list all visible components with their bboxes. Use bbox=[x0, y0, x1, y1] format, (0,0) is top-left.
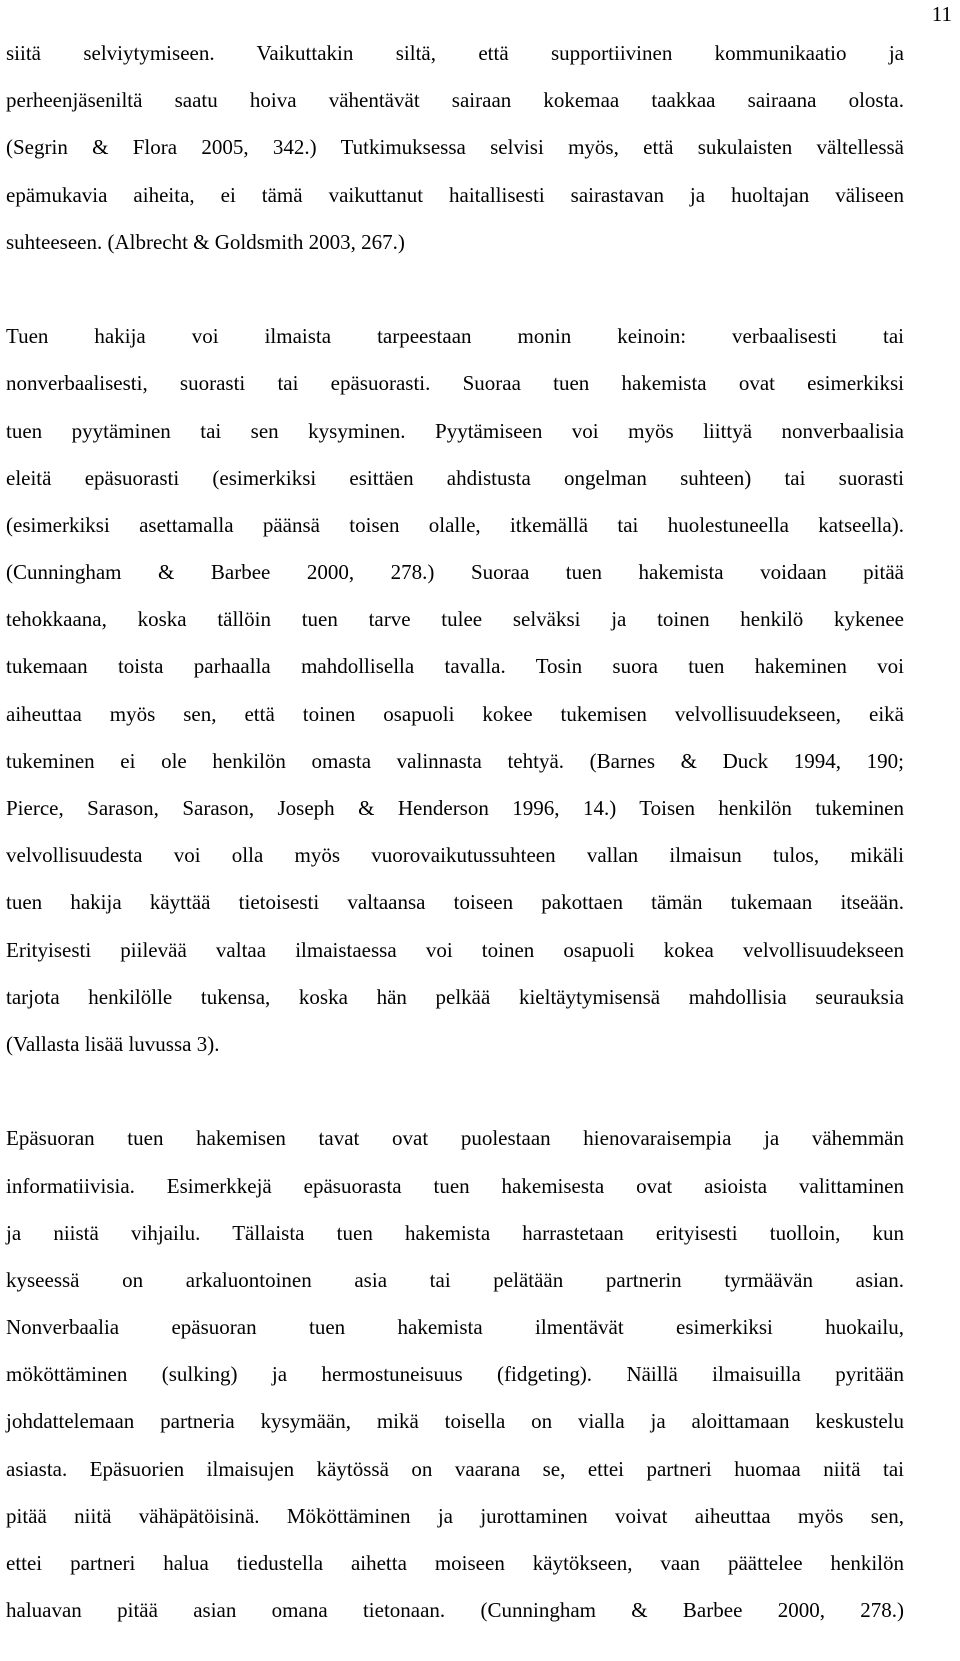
paragraph-2 bbox=[6, 313, 904, 1068]
text-line: Pierce, Sarason, Sarason, Joseph & Henderson 1996, 14.) Toisen henkilön tukeminen bbox=[6, 796, 904, 820]
paragraph-gap bbox=[6, 266, 904, 313]
text-line: Nonverbaalia epäsuoran tuen hakemista ilmentävät esimerkiksi huokailu, bbox=[6, 1315, 904, 1340]
text-line: (Cunningham & Barbee 2000, 278.) Suoraa tuen hakemista voidaan pitää bbox=[6, 560, 904, 585]
text-line: asiasta. Epäsuorien ilmaisujen käytössä on vaarana se, ettei partneri huomaa niitä tai bbox=[6, 1456, 904, 1481]
page-number: 11 bbox=[931, 2, 952, 26]
text-line: nonverbaalisesti, suorasti tai epäsuorasti. Suoraa tuen hakemista ovat esimerkiksi bbox=[6, 371, 904, 396]
text-line: suhteeseen. (Albrecht & Goldsmith 2003, 267.) bbox=[6, 229, 405, 254]
text-line: tarjota henkilölle tukensa, koska hän pelkää kieltäytymisensä mahdollisia seurauksia bbox=[6, 984, 904, 1009]
text-line: johdattelemaan partneria kysymään, mikä toisella on vialla ja aloittamaan keskustelu bbox=[6, 1409, 904, 1434]
text-line: pitää niitä vähäpätöisinä. Mököttäminen ja jurottaminen voivat aiheuttaa myös sen, bbox=[6, 1503, 904, 1528]
text-line: Erityisesti piilevää valtaa ilmaistaessa voi toinen osapuoli kokea velvollisuudekseen bbox=[6, 937, 904, 962]
text-line: velvollisuudesta voi olla myös vuorovaikutussuhteen vallan ilmaisun tulos, mikäli bbox=[6, 843, 904, 868]
text-line: Epäsuoran tuen hakemisen tavat ovat puolestaan hienovaraisempia ja vähemmän bbox=[6, 1126, 904, 1151]
text-line: tehokkaana, koska tällöin tuen tarve tulee selväksi ja toinen henkilö kykenee bbox=[6, 607, 904, 632]
text-line: kyseessä on arkaluontoinen asia tai pelätään partnerin tyrmäävän asian. bbox=[6, 1267, 904, 1292]
text-line: tuen hakija käyttää tietoisesti valtaansa toiseen pakottaen tämän tukemaan itseään. bbox=[6, 890, 904, 915]
text-line: epämukavia aiheita, ei tämä vaikuttanut haitallisesti sairastavan ja huoltajan väliseen bbox=[6, 182, 904, 207]
text-line: tuen pyytäminen tai sen kysyminen. Pyytämiseen voi myös liittyä nonverbaalisia bbox=[6, 418, 904, 443]
text-line: ja niistä vihjailu. Tällaista tuen hakemista harrastetaan erityisesti tuolloin, kun bbox=[6, 1220, 904, 1245]
text-line: (Vallasta lisää luvussa 3). bbox=[6, 1031, 220, 1056]
text-line: (Segrin & Flora 2005, 342.) Tutkimuksessa selvisi myös, että sukulaisten vältellessä bbox=[6, 135, 904, 160]
text-line: perheenjäseniltä saatu hoiva vähentävät sairaan kokemaa taakkaa sairaana olosta. bbox=[6, 88, 904, 113]
text-line: tukemaan toista parhaalla mahdollisella tavalla. Tosin suora tuen hakeminen voi bbox=[6, 654, 904, 679]
text-line: aiheuttaa myös sen, että toinen osapuoli kokee tukemisen velvollisuudekseen, eikä bbox=[6, 701, 904, 726]
text-line: eleitä epäsuorasti (esimerkiksi esittäen ahdistusta ongelman suhteen) tai suorasti bbox=[6, 465, 904, 490]
text-line: tukeminen ei ole henkilön omasta valinnasta tehtyä. (Barnes & Duck 1994, 190; bbox=[6, 748, 904, 773]
paragraph-3 bbox=[6, 1115, 904, 1634]
document-body bbox=[6, 30, 904, 1634]
paragraph-gap bbox=[6, 1068, 904, 1115]
text-line: mököttäminen (sulking) ja hermostuneisuus (fidgeting). Näillä ilmaisuilla pyritään bbox=[6, 1362, 904, 1387]
text-line: (esimerkiksi asettamalla päänsä toisen olalle, itkemällä tai huolestuneella katseella). bbox=[6, 512, 904, 537]
text-line: haluavan pitää asian omana tietonaan. (Cunningham & Barbee 2000, 278.) bbox=[6, 1598, 904, 1623]
text-line: Tuen hakija voi ilmaista tarpeestaan monin keinoin: verbaalisesti tai bbox=[6, 324, 904, 349]
text-line: informatiivisia. Esimerkkejä epäsuorasta tuen hakemisesta ovat asioista valittaminen bbox=[6, 1173, 904, 1198]
text-line: ettei partneri halua tiedustella aihetta moiseen käytökseen, vaan päättelee henkilön bbox=[6, 1551, 904, 1575]
paragraph-1 bbox=[6, 30, 904, 266]
text-line: siitä selviytymiseen. Vaikuttakin siltä, että supportiivinen kommunikaatio ja bbox=[6, 41, 904, 65]
